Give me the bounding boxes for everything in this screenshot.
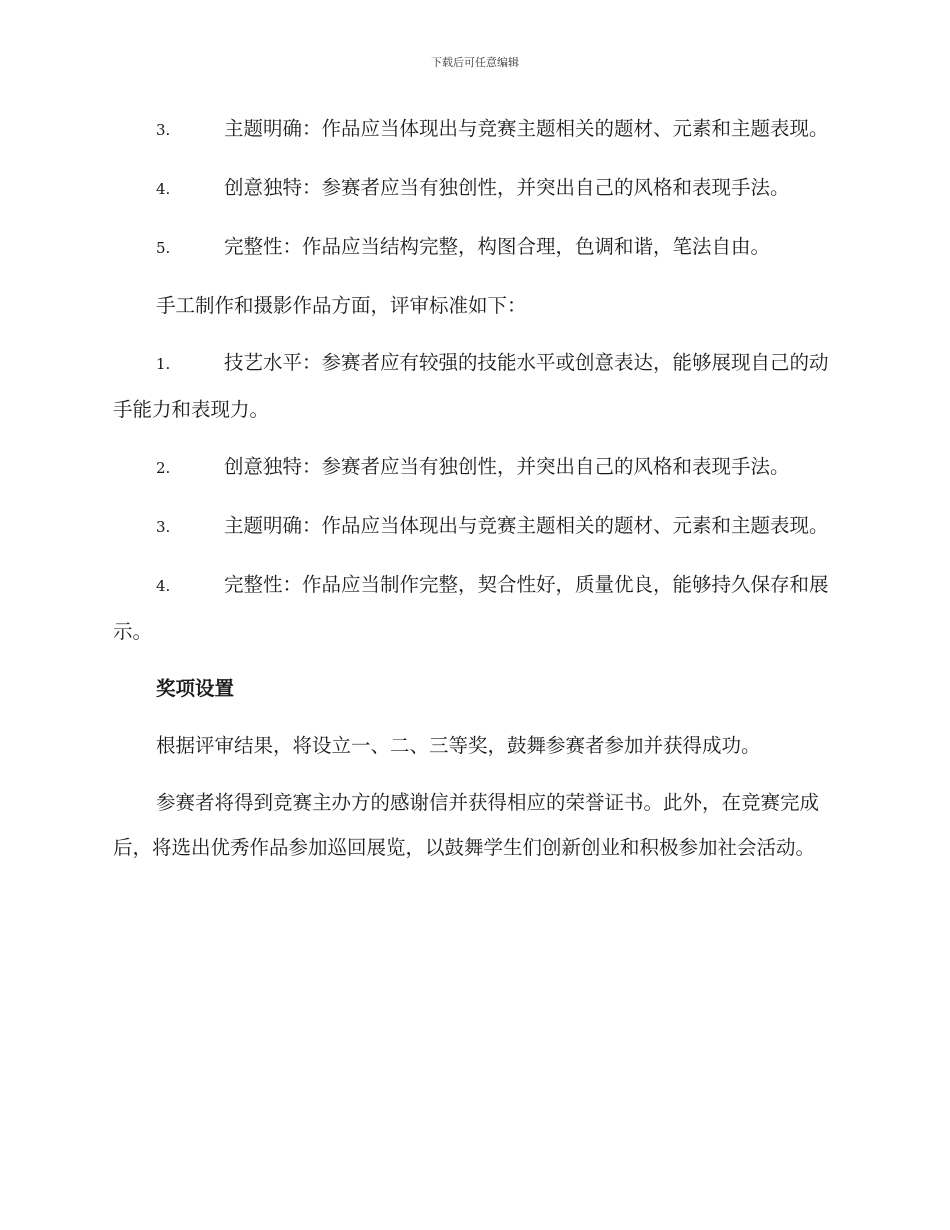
item-number: 4. bbox=[156, 577, 171, 595]
item-number: 4. bbox=[156, 180, 171, 198]
criteria-item bbox=[113, 224, 835, 271]
item-number: 1. bbox=[156, 355, 171, 373]
item-number: 3. bbox=[156, 518, 171, 536]
criteria-item bbox=[113, 340, 835, 432]
document-body bbox=[113, 106, 835, 882]
body-paragraph: 根据评审结果，将设立一、二、三等奖，鼓舞参赛者参加并获得成功。 bbox=[156, 734, 761, 757]
item-text: 创意独特：参赛者应当有独创性，并突出自己的风格和表现手法。 bbox=[224, 176, 790, 199]
item-number: 5. bbox=[156, 239, 171, 257]
page-header: 下载后可任意编辑 bbox=[431, 56, 519, 69]
item-number: 2. bbox=[156, 459, 171, 477]
criteria-item bbox=[113, 165, 835, 212]
criteria-item bbox=[113, 562, 835, 654]
item-text: 完整性：作品应当制作完整，契合性好，质量优良，能够持久保存和展示。 bbox=[113, 573, 829, 643]
section-intro-paragraph: 手工制作和摄影作品方面，评审标准如下： bbox=[156, 294, 527, 317]
section-heading: 奖项设置 bbox=[156, 677, 235, 700]
item-text: 主题明确：作品应当体现出与竞赛主题相关的题材、元素和主题表现。 bbox=[224, 514, 829, 537]
body-paragraph: 参赛者将得到竞赛主办方的感谢信并获得相应的荣誉证书。此外，在竞赛完成后，将选出优秀作品参加巡回展览，以鼓舞学生们创新创业和积极参加社会活动。 bbox=[113, 791, 820, 859]
item-text: 创意独特：参赛者应当有独创性，并突出自己的风格和表现手法。 bbox=[224, 455, 790, 478]
item-text: 技艺水平：参赛者应有较强的技能水平或创意表达，能够展现自己的动手能力和表现力。 bbox=[113, 351, 829, 421]
item-number: 3. bbox=[156, 121, 171, 139]
criteria-item bbox=[113, 444, 835, 491]
criteria-item bbox=[113, 106, 835, 153]
criteria-item bbox=[113, 503, 835, 550]
item-text: 完整性：作品应当结构完整，构图合理，色调和谐，笔法自由。 bbox=[224, 235, 771, 258]
item-text: 主题明确：作品应当体现出与竞赛主题相关的题材、元素和主题表现。 bbox=[224, 117, 829, 140]
